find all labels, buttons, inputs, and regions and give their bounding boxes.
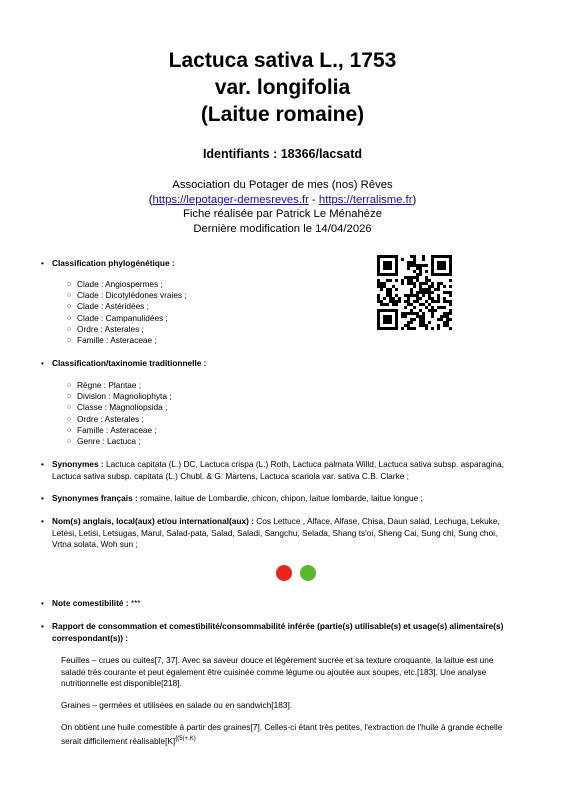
circle-bullet-icon: ○: [67, 337, 72, 344]
circle-bullet-icon: ○: [67, 292, 72, 300]
trad-heading: Classification/taxinomie traditionnelle :: [52, 358, 207, 368]
synonymes-bullet: [41, 459, 532, 482]
list-item-label: Famille : Asteraceae ;: [77, 424, 157, 435]
qr-code-icon: [377, 255, 452, 330]
phylo-bullet: [41, 258, 175, 270]
list-item-label: Ordre : Asterales ;: [77, 323, 144, 334]
link-separator: -: [308, 193, 319, 206]
rapport-line-1: Rapport de consommation et comestibilité/consommabilité inférée (partie(s) utilisable(s) et usage(s) alimentaire(s): [52, 621, 504, 631]
circle-bullet-icon: ○: [67, 393, 72, 401]
noms-line-3: Vrtna solata, Woh sun ;: [52, 539, 138, 549]
link-terralisme[interactable]: https://terralisme.fr: [318, 193, 413, 206]
rapport-line-2: correspondant(s)) :: [52, 632, 129, 643]
list-item-label: Clade : Campanulidées ;: [77, 312, 168, 323]
p3-line-2: serait difficilement réalisable[K]: [61, 735, 176, 746]
list-item: [67, 279, 163, 291]
p3-superscript: {(5(+,K): [175, 735, 196, 742]
list-item: [67, 380, 142, 392]
paragraph-huile: [61, 722, 529, 747]
p1-line-2: salade très courante et peut également être cuisinée comme légume ou ajoutée aux soupes, etc.[183]. Une analyse: [61, 666, 487, 677]
association-block: [0, 178, 565, 236]
list-item: [67, 402, 168, 414]
list-item-label: Règne : Plantae ;: [77, 380, 142, 390]
bullet-dot-icon: •: [41, 598, 44, 608]
link-lepotager[interactable]: https://lepotager-demesreves.fr: [152, 193, 309, 206]
circle-bullet-icon: ○: [67, 438, 72, 445]
rapport-bullet: [41, 621, 532, 644]
circle-bullet-icon: ○: [67, 325, 72, 333]
association-links: [0, 193, 565, 208]
association-name: Association du Potager de mes (nos) Rêves: [172, 179, 393, 191]
list-item: [67, 301, 149, 313]
list-item: [67, 391, 172, 403]
trad-bullet: [41, 358, 207, 370]
red-dot-icon: [276, 565, 292, 581]
list-item: [67, 290, 187, 302]
note-label: Note comestibilité :: [52, 598, 129, 608]
p1-line-1: Feuilles – crues ou cuites[7, 37]. Avec sa saveur douce et légèrement sucrée et sa texture croquante, la laitue est une: [61, 655, 494, 665]
note-bullet: [41, 598, 141, 610]
green-leaf-icon: [300, 565, 316, 581]
list-item-label: Genre : Lactuca ;: [77, 436, 141, 446]
synonymes-fr-text: romaine, laitue de Lombardie, chicon, chipon, laitue lombarde, laitue longue ;: [137, 493, 423, 503]
list-item: [67, 413, 144, 426]
p3-line-1: On obtient une huile comestible à partir des graines[7]. Celles-ci étant très petites, l'extraction de l'huile à grande échelle: [61, 722, 503, 732]
circle-bullet-icon: ○: [67, 382, 72, 389]
author-line: Fiche réalisée par Patrick Le Ménahèze: [182, 208, 383, 220]
identifiants: Identifiants : 18366/lacsatd: [202, 147, 363, 161]
noms-bullet: [41, 516, 532, 551]
circle-bullet-icon: ○: [67, 314, 72, 322]
list-item-label: Classe : Magnoliopsida ;: [77, 402, 168, 413]
circle-bullet-icon: ○: [67, 426, 72, 434]
title-line-2: var. longifolia: [214, 76, 351, 99]
list-item-label: Clade : Astéridées ;: [77, 301, 149, 312]
list-item: [67, 323, 144, 336]
bullet-dot-icon: •: [41, 358, 44, 368]
list-item: [67, 424, 157, 437]
paren-open: (: [148, 193, 153, 206]
list-item: [67, 436, 141, 448]
circle-bullet-icon: ○: [67, 415, 72, 423]
circle-bullet-icon: ○: [67, 281, 72, 288]
synonymes-line-2: Lactuca sativa subsp. capitata (L.) Chubl. & G. Martens, Lactuca scariola var. sativa C.B. Clarke ;: [52, 470, 409, 481]
synonymes-fr-label: Synonymes français :: [52, 493, 138, 503]
list-item-label: Famille : Asteraceae ;: [77, 335, 157, 345]
phylo-heading: Classification phylogénétique :: [52, 258, 175, 268]
paragraph-feuilles: [61, 655, 529, 690]
note-value: ***: [128, 598, 141, 608]
modified-line: Dernière modification le 14/04/2026: [193, 222, 372, 235]
circle-bullet-icon: ○: [67, 404, 72, 412]
bullet-dot-icon: •: [41, 493, 44, 503]
p2-line: Graines – germées et utilisées en salade ou en sandwich[183].: [61, 700, 293, 710]
page-title: [0, 47, 565, 128]
title-line-1: Lactuca sativa L., 1753: [168, 49, 397, 72]
list-item-label: Division : Magnoliophyta ;: [77, 391, 172, 402]
paren-close: ): [412, 193, 417, 206]
list-item: [67, 335, 157, 347]
bullet-dot-icon: •: [41, 459, 44, 469]
paragraph-graines: [61, 700, 529, 712]
bullet-dot-icon: •: [41, 258, 44, 268]
list-item-label: Ordre : Asterales ;: [77, 413, 144, 424]
synonymes-label: Synonymes :: [52, 459, 104, 469]
list-item-label: Clade : Angiospermes ;: [77, 279, 163, 289]
circle-bullet-icon: ○: [67, 303, 72, 311]
noms-line-1: Cos Lettuce , Alface, Alfase, Chisa, Daun salad, Lechuga, Lekuke,: [253, 516, 500, 526]
list-item-label: Clade : Dicotylédones vraies ;: [77, 290, 187, 301]
bullet-dot-icon: •: [41, 621, 44, 631]
title-line-3: (Laitue romaine): [200, 103, 365, 126]
noms-label: Nom(s) anglais, local(aux) et/ou international(aux) :: [52, 516, 254, 526]
list-item: [67, 312, 168, 325]
synonymes-line-1: Lactuca capitata (L.) DC, Lactuca crispa (L.) Roth, Lactuca palmata Willd, Lactuca sativa subsp. asparagina,: [103, 459, 504, 469]
synonymes-fr-bullet: [41, 493, 532, 505]
noms-line-2: Letesi, Letisi, Letsugas, Marul, Salad-pata, Salad, Saladi, Sangchu, Selada, Shang ts'oi, Sheng Cai, Sung chi, Sung choi,: [52, 527, 498, 538]
p1-line-3: nutritionnelle est disponible[218].: [61, 678, 182, 688]
bullet-dot-icon: •: [41, 516, 44, 526]
